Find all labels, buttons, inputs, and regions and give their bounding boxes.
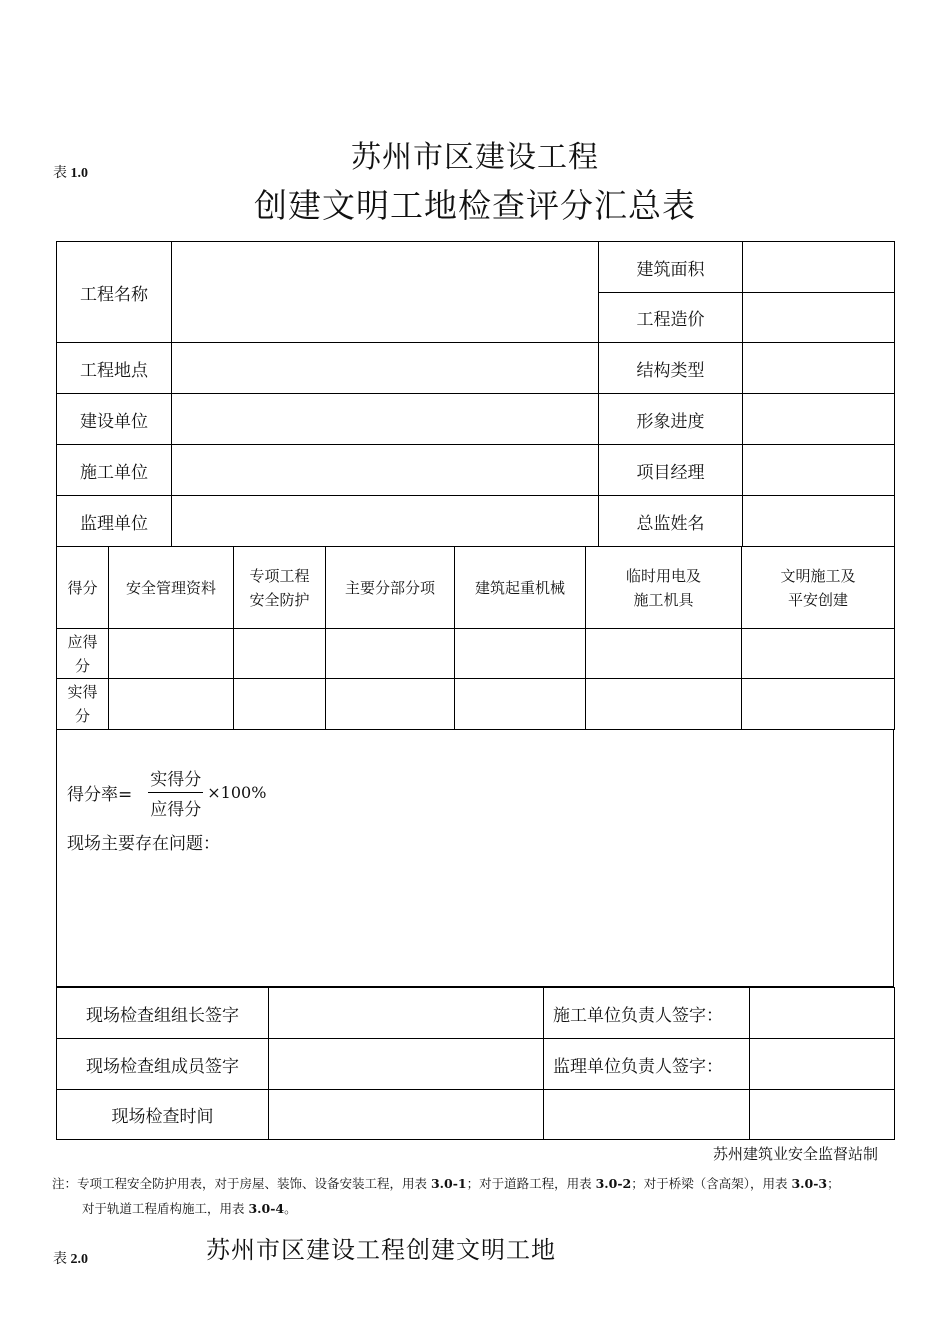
next-table-title: 苏州市区建设工程创建文明工地 <box>206 1236 556 1264</box>
field-structure-type[interactable] <box>743 343 895 394</box>
cell-actual-3[interactable] <box>326 679 455 730</box>
field-builder-sign[interactable] <box>750 988 895 1039</box>
field-project-cost[interactable] <box>743 293 895 343</box>
field-blank-1[interactable] <box>544 1090 750 1140</box>
label-project-cost: 工程造价 <box>599 293 743 343</box>
cell-actual-5[interactable] <box>586 679 742 730</box>
footnote-line1: 注：专项工程安全防护用表，对于房屋、装饰、设备安装工程，用表 3.0-1；对于道路工程，用表 3.0-2；对于桥梁（含高架），用表 3.0-3； <box>52 1176 840 1191</box>
next-table-number-label: 表 2.0 <box>53 1252 88 1267</box>
label-leader-sign: 现场检查组组长签字 <box>57 988 269 1039</box>
label-project-name: 工程名称 <box>57 242 172 343</box>
cell-due-5[interactable] <box>586 629 742 679</box>
field-blank-2[interactable] <box>750 1090 895 1140</box>
label-project-manager: 项目经理 <box>599 445 743 496</box>
maker-credit: 苏州建筑业安全监督站制 <box>712 1145 878 1163</box>
cell-due-4[interactable] <box>455 629 586 679</box>
header-safety-management: 安全管理资料 <box>109 547 234 629</box>
score-rate-formula: 得分率= $\frac{\text{实得分}}{\text{应得分}}$ ×100% <box>67 765 266 820</box>
header-temp-power: 临时用电及 施工机具 <box>586 547 742 629</box>
table-row-due-score <box>57 629 895 679</box>
field-chief-supervisor[interactable] <box>743 496 895 547</box>
cell-due-2[interactable] <box>234 629 326 679</box>
header-civilized-construction: 文明施工及 平安创建 <box>742 547 895 629</box>
label-supervisor-sign: 监理单位负责人签字： <box>544 1039 750 1090</box>
project-info-table <box>56 241 895 547</box>
label-builder-unit: 施工单位 <box>57 445 172 496</box>
label-progress: 形象进度 <box>599 394 743 445</box>
label-builder-sign: 施工单位负责人签字： <box>544 988 750 1039</box>
header-special-protection: 专项工程 安全防护 <box>234 547 326 629</box>
footnote <box>52 1171 912 1221</box>
row-label-actual: 实得 分 <box>57 679 109 730</box>
field-project-name[interactable] <box>172 242 599 343</box>
label-structure-type: 结构类型 <box>599 343 743 394</box>
label-check-time: 现场检查时间 <box>57 1090 269 1140</box>
label-supervision-unit: 监理单位 <box>57 496 172 547</box>
field-building-area[interactable] <box>743 242 895 293</box>
cell-actual-4[interactable] <box>455 679 586 730</box>
cell-due-1[interactable] <box>109 629 234 679</box>
cell-actual-2[interactable] <box>234 679 326 730</box>
field-builder-unit[interactable] <box>172 445 599 496</box>
cell-due-3[interactable] <box>326 629 455 679</box>
issues-label: 现场主要存在问题： <box>67 834 220 854</box>
field-project-manager[interactable] <box>743 445 895 496</box>
field-progress[interactable] <box>743 394 895 445</box>
cell-due-6[interactable] <box>742 629 895 679</box>
cell-actual-1[interactable] <box>109 679 234 730</box>
field-supervision-unit[interactable] <box>172 496 599 547</box>
field-member-sign[interactable] <box>269 1039 544 1090</box>
cell-actual-6[interactable] <box>742 679 895 730</box>
header-lifting-machinery: 建筑起重机械 <box>455 547 586 629</box>
label-chief-supervisor: 总监姓名 <box>599 496 743 547</box>
field-project-location[interactable] <box>172 343 599 394</box>
score-table <box>56 546 895 730</box>
label-construction-unit: 建设单位 <box>57 394 172 445</box>
document-title-line2: 创建文明工地检查评分汇总表 <box>254 186 696 225</box>
field-supervisor-sign[interactable] <box>750 1039 895 1090</box>
score-label: 得分 <box>57 547 109 629</box>
label-building-area: 建筑面积 <box>599 242 743 293</box>
signature-table <box>56 987 895 1140</box>
table-row-actual-score <box>57 679 895 730</box>
field-leader-sign[interactable] <box>269 988 544 1039</box>
label-project-location: 工程地点 <box>57 343 172 394</box>
field-check-time[interactable] <box>269 1090 544 1140</box>
document-title-line1: 苏州市区建设工程 <box>351 140 599 175</box>
row-label-due: 应得 分 <box>57 629 109 679</box>
remarks-box[interactable] <box>56 729 894 987</box>
table-number-label: 表 1.0 <box>53 166 88 181</box>
footnote-line2: 对于轨道工程盾构施工，用表 3.0-4。 <box>82 1201 297 1216</box>
score-fraction: $\frac{\text{实得分}}{\text{应得分}}$ <box>148 765 203 820</box>
field-construction-unit[interactable] <box>172 394 599 445</box>
header-main-subitems: 主要分部分项 <box>326 547 455 629</box>
label-member-sign: 现场检查组成员签字 <box>57 1039 269 1090</box>
